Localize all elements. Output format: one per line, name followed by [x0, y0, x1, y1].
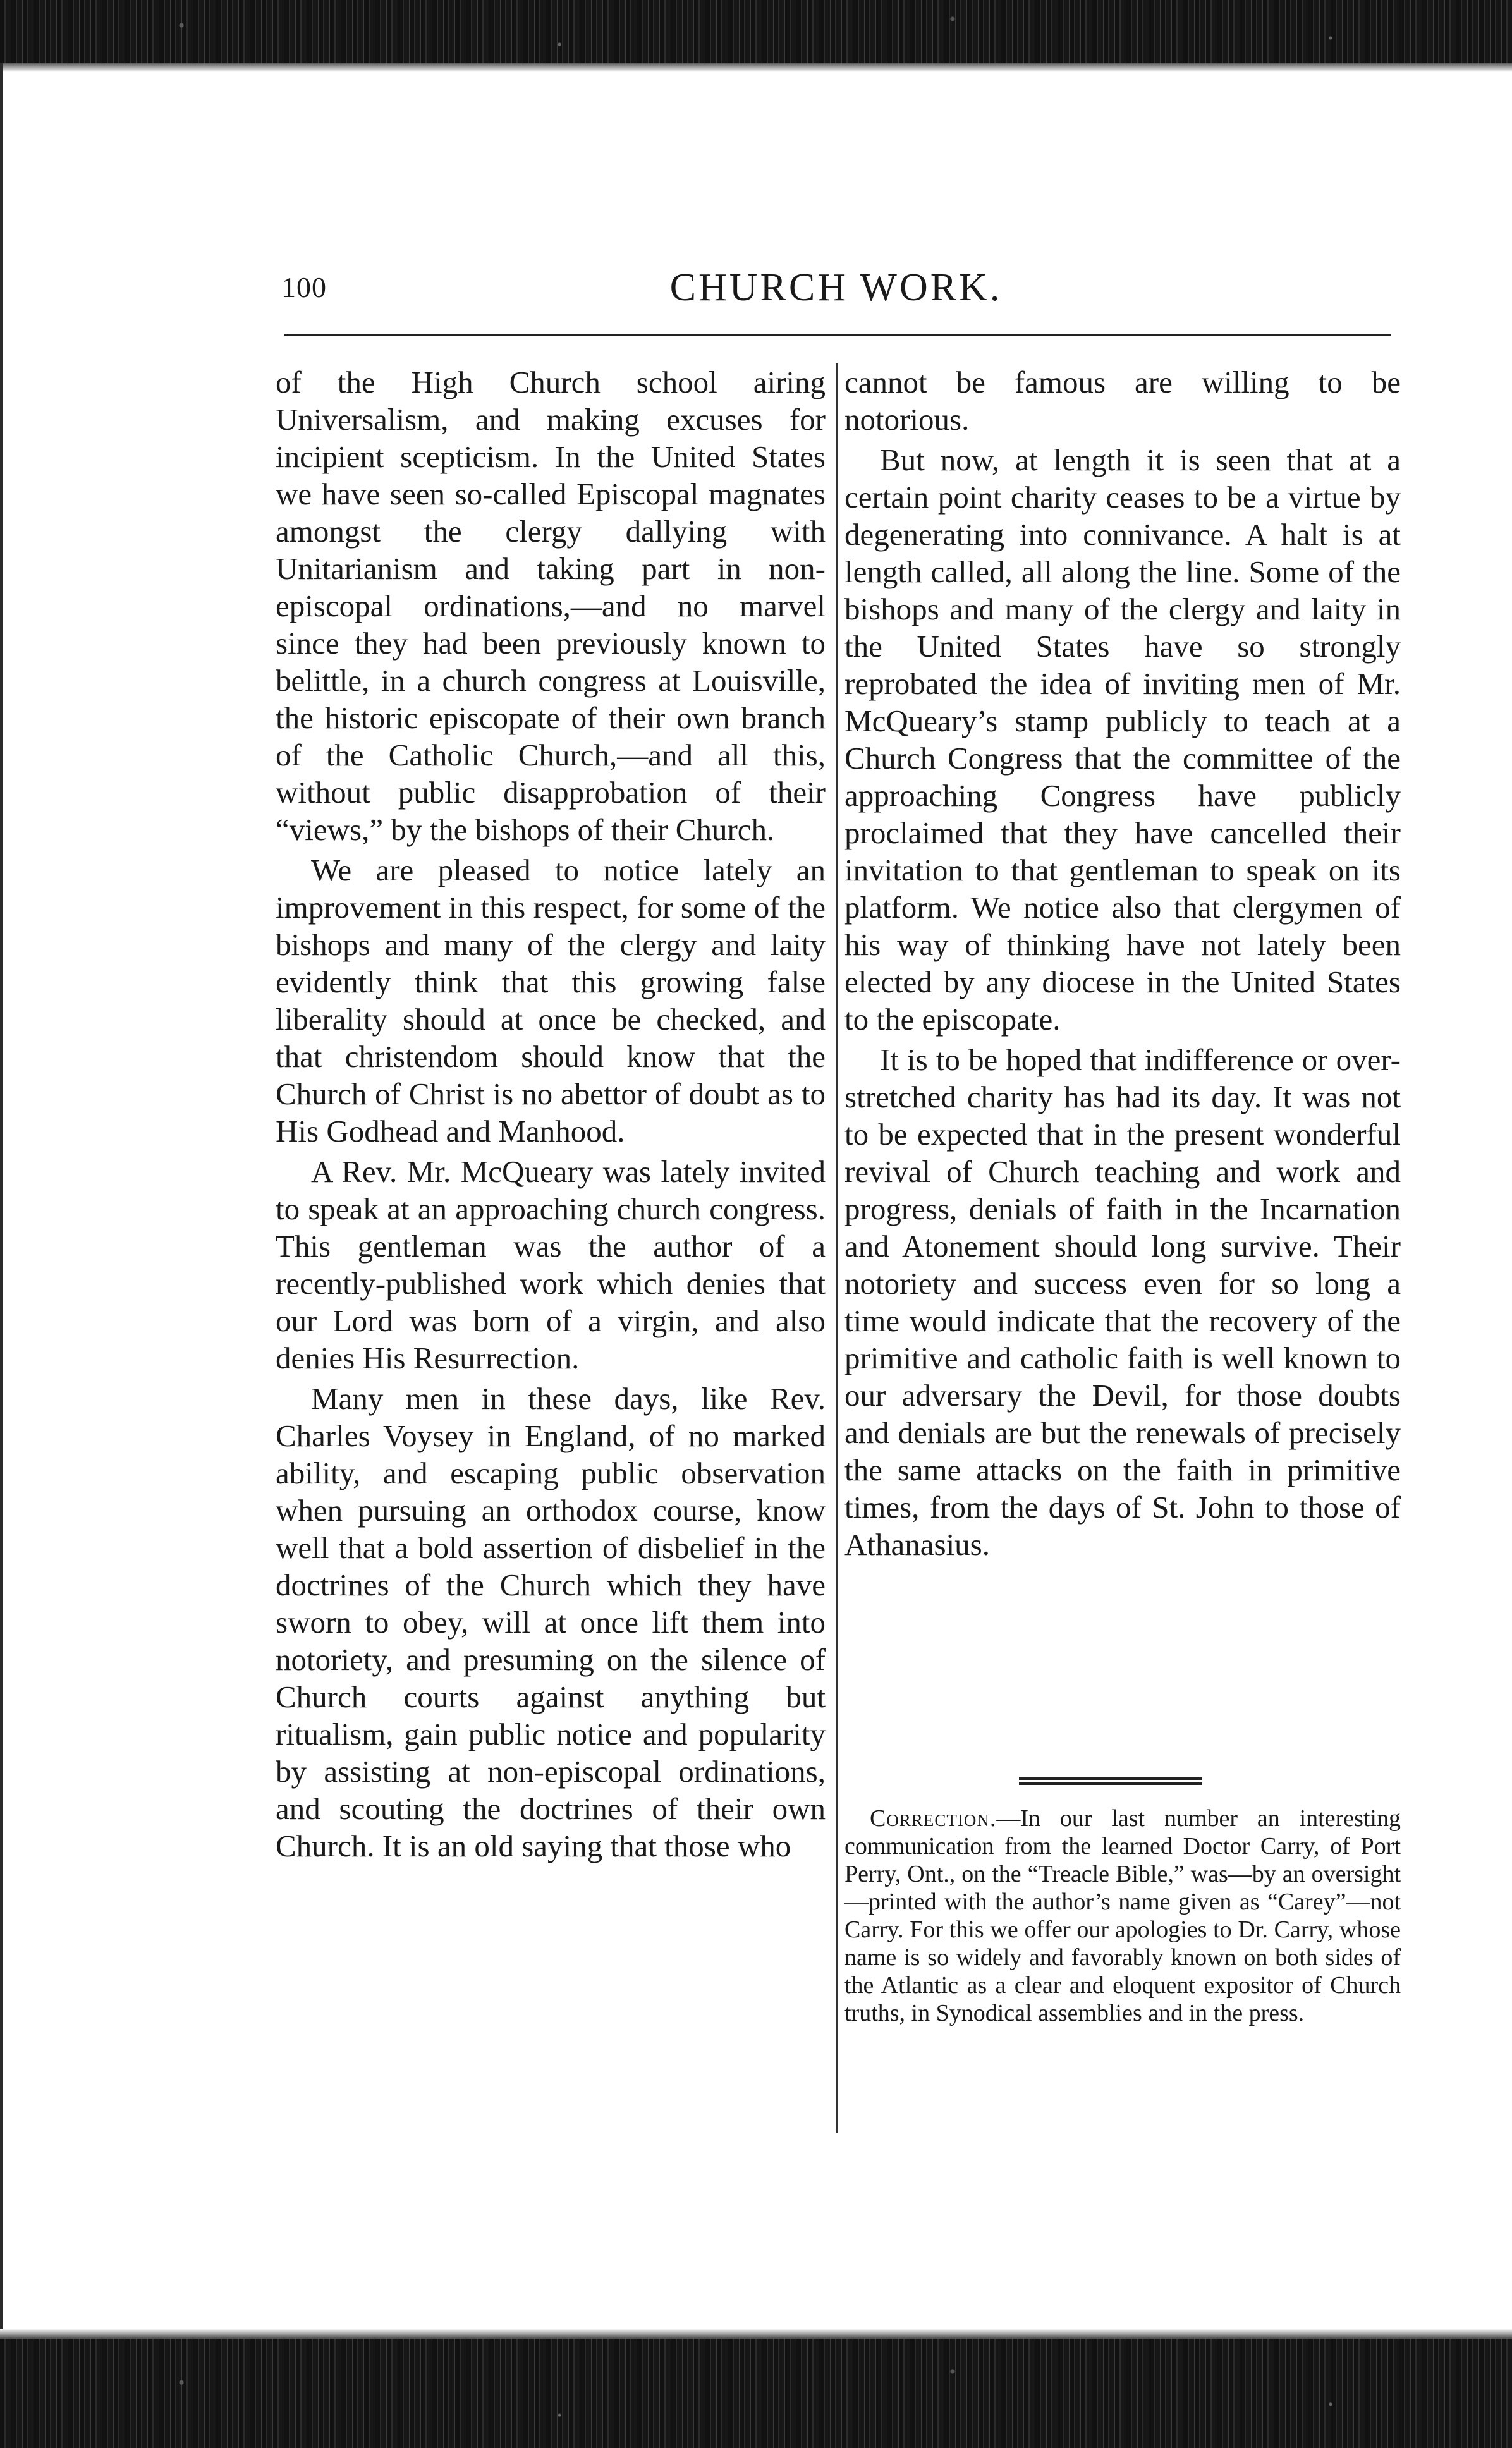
- right-paragraph-3: It is to be hoped that indifference or over-stretched charity has had its day. It was not to be expected that in the present wonderful revival of Church teaching and work and progress, denials of faith in the Incarnation and Atonement should long survive. Their notoriety and success even for so long a time would indicate that the recovery of the primitive and catholic faith is well known to our adversary the Devil, for those doubts and denials are but the renewals of precisely the same attacks on the faith in primitive times, from the days of St. John to those of Athanasius.: [844, 1042, 1401, 1562]
- scan-edge-top: [0, 0, 1512, 63]
- right-paragraph-1: cannot be famous are willing to be notorious.: [844, 365, 1401, 437]
- left-paragraph-1: of the High Church school airing Universalism, and making excuses for incipient scepticism. In the United States we have seen so-called Episcopal magnates amongst the clergy dallying with Unitarianism and taking part in non-episcopal ordinations,—and no marvel since they had been previously known to belittle, in a church congress at Louisville, the historic episcopate of their own branch of the Catholic Church,—and all this, without public disapprobation of their “views,” by the bishops of their Church.: [276, 365, 826, 847]
- right-column: [844, 363, 1401, 1563]
- correction-heading: Correction.: [870, 1805, 997, 1832]
- right-paragraph-2: But now, at length it is seen that at a certain point charity ceases to be a virtue by degenerating into connivance. A halt is at length called, all along the line. Some of the bishops and many of the clergy and laity in the United States have so strongly reprobated the idea of inviting men of Mr. McQueary’s stamp publicly to teach at a Church Congress that the committee of the approaching Congress have publicly proclaimed that they have cancelled their invitation to that gentleman to speak on its platform. We notice also that clergymen of his way of thinking have not lately been elected by any diocese in the United States to the episcopate.: [844, 442, 1401, 1037]
- page-header: [281, 265, 1391, 322]
- left-paragraph-3: A Rev. Mr. McQueary was lately invited to speak at an approaching church congress. This gentleman was the author of a recently-published work which denies that our Lord was born of a virgin, and also denies His Resurrection.: [276, 1154, 826, 1375]
- left-paragraph-2: We are pleased to notice lately an improvement in this respect, for some of the bishops and many of the clergy and laity evidently think that this growing false liberality should at once be checked, and that christendom should know that the Church of Christ is no abettor of doubt as to His Godhead and Manhood.: [276, 853, 826, 1148]
- page-number: 100: [281, 271, 327, 303]
- correction-body: —In our last number an interesting communication from the learned Doctor Carry, of Port Perry, Ont., on the “Treacle Bible,” was—by an oversight—printed with the author’s name given as “Carey”—not Carry. For this we offer our apologies to Dr. Carry, whose name is so widely and favorably known on both sides of the Atlantic as a clear and eloquent expositor of Church truths, in Synodical assemblies and in the press.: [844, 1805, 1401, 2026]
- scan-edge-left: [0, 63, 3, 2339]
- scan-edge-bottom: [0, 2339, 1512, 2448]
- note-separator: [1019, 1777, 1202, 1785]
- running-title: CHURCH WORK.: [669, 266, 1003, 309]
- column-divider: [836, 363, 838, 2133]
- header-rule: [284, 334, 1391, 336]
- left-column: [276, 363, 826, 1865]
- left-paragraph-4: Many men in these days, like Rev. Charles Voysey in England, of no marked ability, and escaping public observation when pursuing an orthodox course, know well that a bold assertion of disbelief in the doctrines of the Church which they have sworn to obey, will at once lift them into notoriety, and presuming on the silence of Church courts against anything but ritualism, gain public notice and popularity by assisting at non-episcopal ordinations, and scouting the doctrines of their own Church. It is an old saying that those who: [276, 1381, 826, 1863]
- correction-note: [844, 1805, 1401, 2027]
